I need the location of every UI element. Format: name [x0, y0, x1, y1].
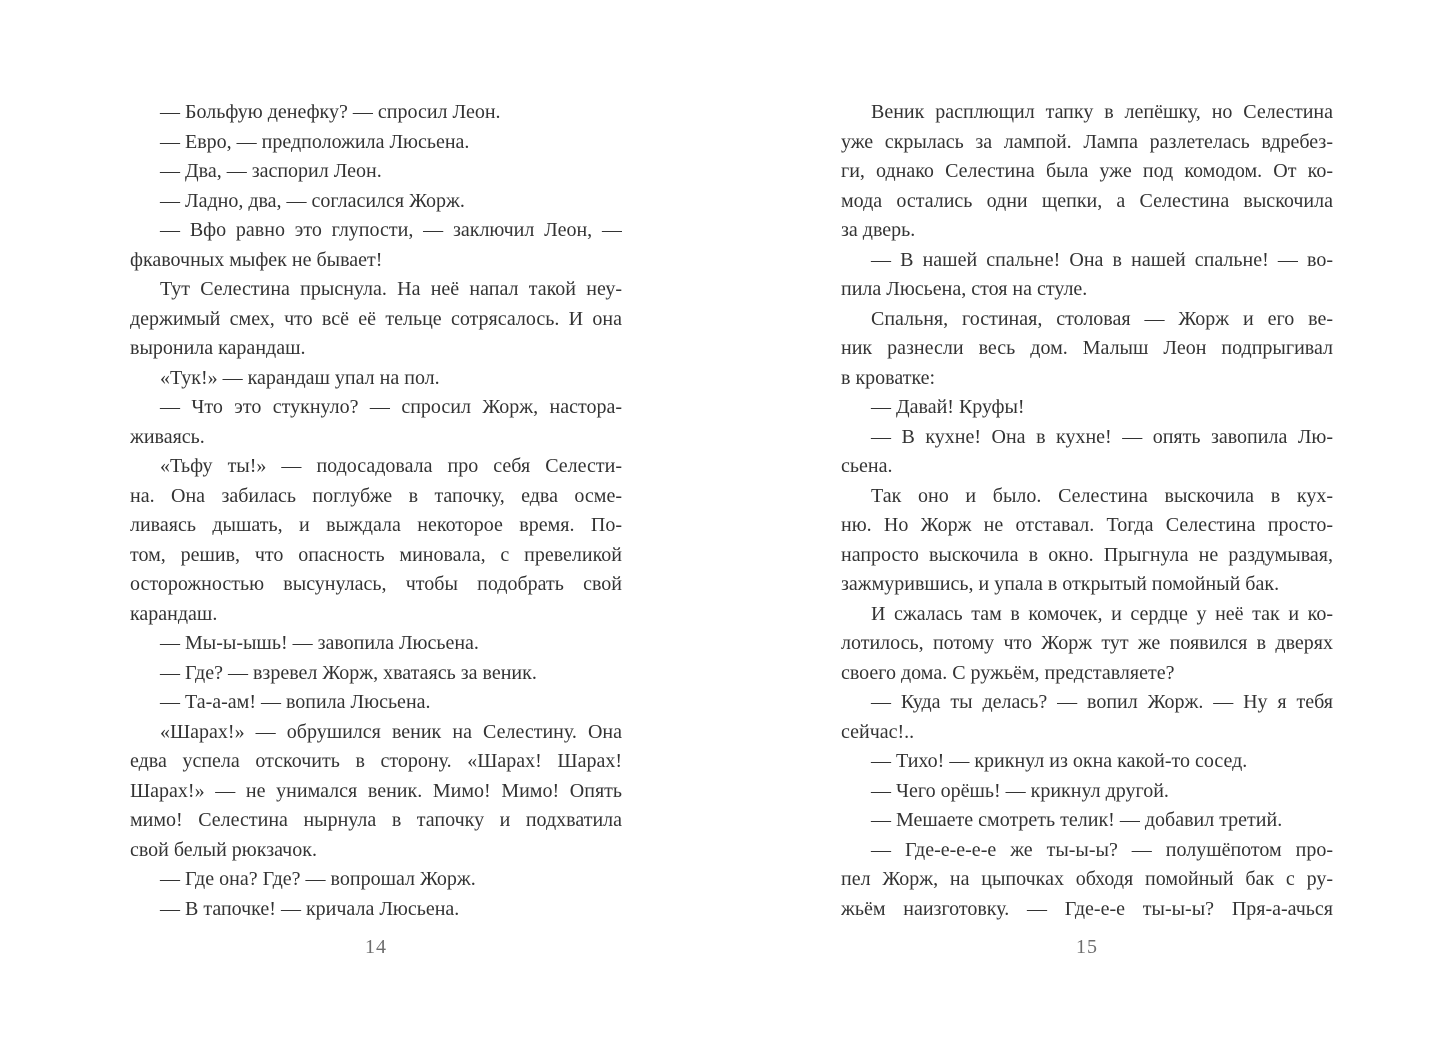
text-line: — Давай! Круфы!: [871, 396, 1025, 418]
text-line: — Вфо равно это глупости, — заключил Леон, —: [160, 219, 622, 241]
text-line: — Больфую денефку? — спросил Леон.: [160, 101, 501, 123]
text-line: мимо! Селестина нырнула в тапочку и подхватила: [130, 809, 622, 831]
text-line: «Шарах!» — обрушился веник на Селестину. Она: [160, 720, 622, 743]
text-line: сейчас!..: [841, 720, 915, 743]
text-line: зажмурившись, и упала в открытый помойный бак.: [841, 573, 1280, 595]
text-line: — Тихо! — крикнул из окна какой-то сосед.: [871, 750, 1248, 772]
text-line: выронила карандаш.: [130, 337, 306, 359]
text-line: — Евро, — предположила Люсьена.: [160, 130, 470, 153]
text-line: карандаш.: [130, 602, 218, 625]
text-line: Веник расплющил тапку в лепёшку, но Селестина: [871, 101, 1333, 123]
text-line: свой белый рюкзачок.: [130, 838, 317, 861]
text-line: — Два, — заспорил Леон.: [160, 160, 382, 182]
text-line: Тут Селестина прыснула. На неё напал такой неу-: [160, 278, 622, 300]
text-line: И сжалась там в комочек, и сердце у неё так и ко-: [871, 602, 1333, 625]
text-line: жьём наизготовку. — Где-е-е ты-ы-ы? Пря-а-ачься: [841, 897, 1333, 920]
text-line: живаясь.: [130, 425, 205, 448]
text-line: ню. Но Жорж не отставал. Тогда Селестина просто-: [841, 514, 1333, 536]
text-line: сьена.: [841, 455, 893, 477]
text-line: Шарах!» — не унимался веник. Мимо! Мимо! Опять: [130, 779, 622, 802]
text-line: «Тьфу ты!» — подосадовала про себя Селести-: [160, 455, 622, 477]
text-line: — Та-а-ам! — вопила Люсьена.: [160, 691, 431, 713]
text-line: — Ладно, два, — согласился Жорж.: [160, 189, 465, 212]
text-line: едва успела отскочить в сторону. «Шарах! Шарах!: [130, 750, 622, 772]
text-line: за дверь.: [841, 219, 916, 241]
text-line: ги, однако Селестина была уже под комодом. От ко-: [841, 160, 1333, 182]
text-line: — Мы-ы-ышь! — завопила Люсьена.: [160, 632, 479, 654]
text-line: — В кухне! Она в кухне! — опять завопила Лю-: [871, 425, 1333, 448]
text-line: уже скрылась за лампой. Лампа разлетелась вдребез-: [841, 130, 1333, 153]
text-line: на. Она забилась поглубже в тапочку, едва осме-: [130, 484, 622, 507]
text-line: лотилось, потому что Жорж тут же появился в дверях: [841, 632, 1333, 654]
page-14-number: 14: [365, 936, 387, 958]
text-line: пел Жорж, на цыпочках обходя помойный бак с ру-: [841, 868, 1333, 890]
text-line: держимый смех, что всё её тельце сотрясалось. И она: [130, 307, 622, 330]
text-line: — В нашей спальне! Она в нашей спальне! — во-: [871, 248, 1333, 271]
page-15-text-column: [841, 98, 1333, 924]
text-line: напросто выскочила в окно. Прыгнула не раздумывая,: [841, 543, 1333, 566]
text-line: «Тук!» — карандаш упал на пол.: [160, 366, 440, 389]
text-line: Спальня, гостиная, столовая — Жорж и его ве-: [871, 307, 1333, 330]
text-line: ник разнесли весь дом. Малыш Леон подпрыгивал: [841, 337, 1333, 359]
text-line: мода остались одни щепки, а Селестина выскочила: [841, 189, 1333, 212]
text-line: — Где она? Где? — вопрошал Жорж.: [160, 868, 476, 890]
text-line: — Где-е-е-е-е же ты-ы-ы? — полушёпотом про-: [871, 838, 1333, 861]
text-line: — В тапочке! — кричала Люсьена.: [160, 897, 460, 920]
text-line: — Куда ты делась? — вопил Жорж. — Ну я тебя: [871, 691, 1333, 713]
page-14-text-column: [130, 98, 622, 924]
book-page-14: [130, 98, 622, 998]
text-line: пила Люсьена, стоя на стуле.: [841, 278, 1088, 300]
text-line: своего дома. С ружьём, представляете?: [841, 661, 1175, 684]
page-15-number: 15: [1076, 936, 1098, 958]
text-line: в кроватке:: [841, 366, 936, 389]
text-line: Так оно и было. Селестина выскочила в кух-: [871, 484, 1333, 507]
book-page-15: [841, 98, 1333, 998]
text-line: — Чего орёшь! — крикнул другой.: [871, 779, 1169, 802]
text-line: — Что это стукнуло? — спросил Жорж, настора-: [160, 396, 622, 418]
text-line: фкавочных мыфек не бывает!: [130, 248, 383, 271]
text-line: том, решив, что опасность миновала, с превеликой: [130, 543, 622, 566]
text-line: — Мешаете смотреть телик! — добавил третий.: [871, 809, 1283, 831]
text-line: ливаясь дышать, и выждала некоторое время. По-: [130, 514, 622, 536]
text-line: осторожностью высунулась, чтобы подобрать свой: [130, 573, 622, 595]
text-line: — Где? — взревел Жорж, хватаясь за веник.: [160, 661, 537, 684]
